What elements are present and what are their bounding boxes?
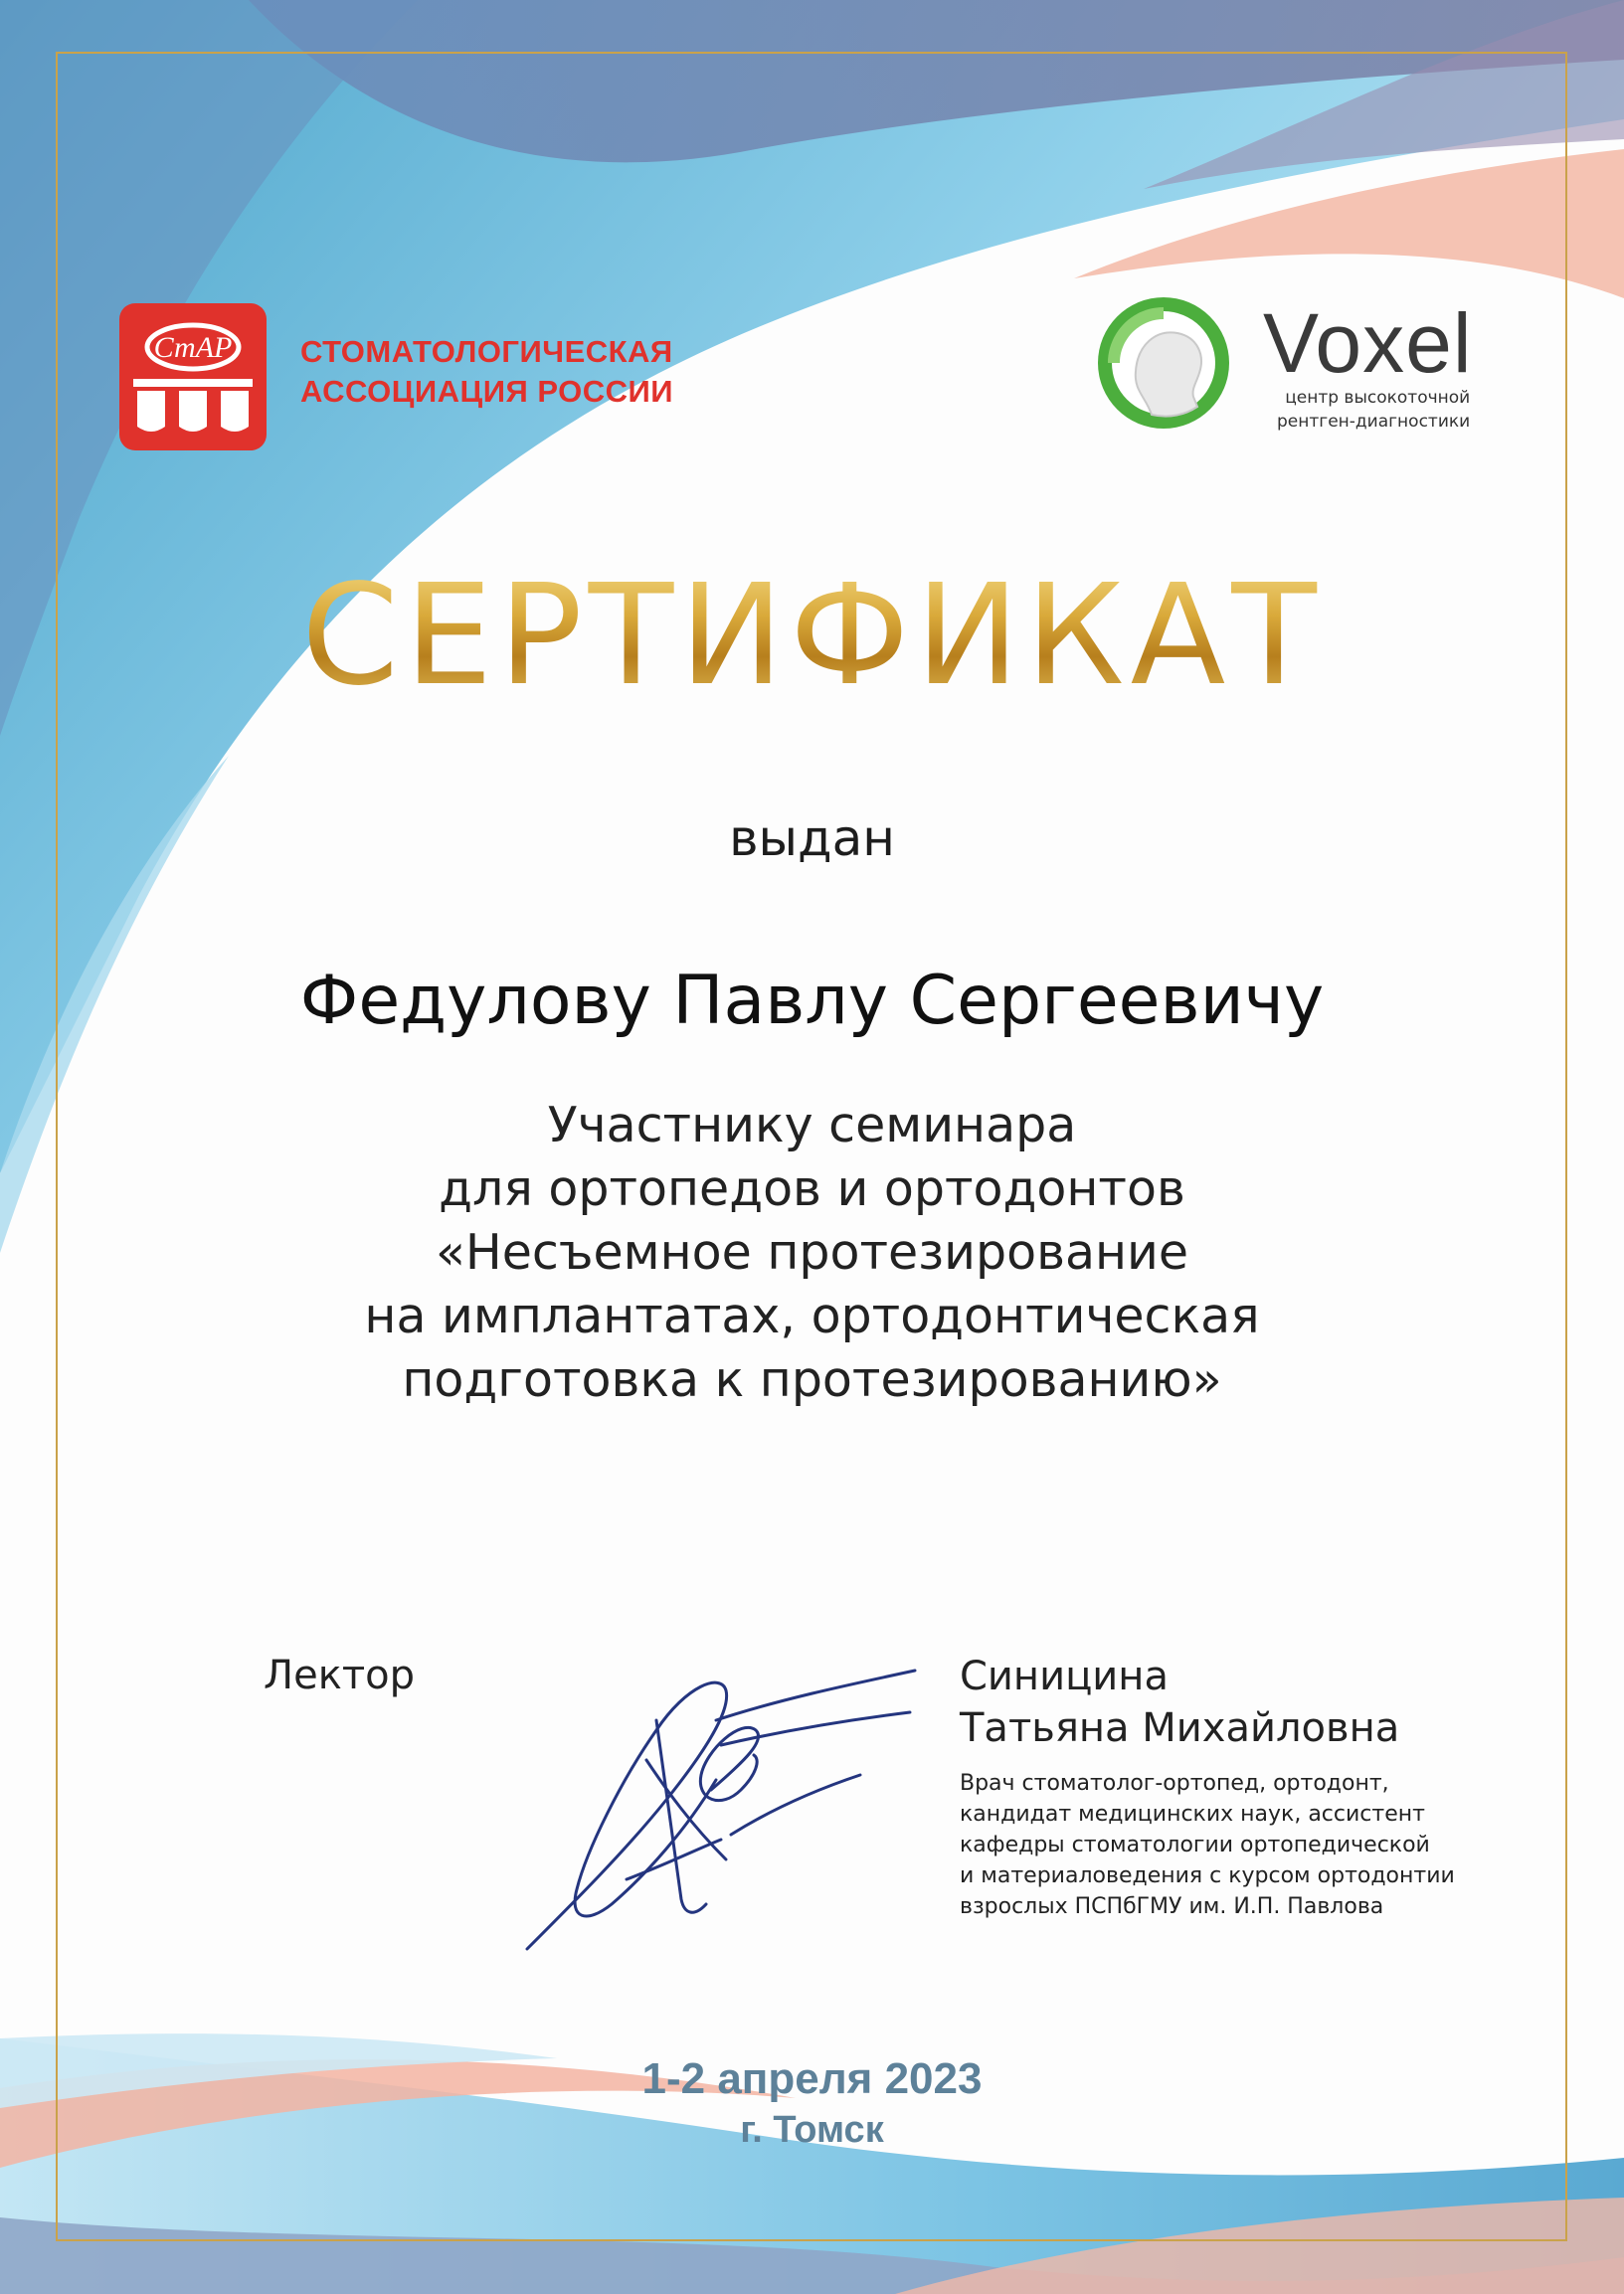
description-line: подготовка к протезированию»: [402, 1351, 1222, 1408]
voxel-tagline: [1277, 386, 1470, 434]
sar-name-line2: АССОЦИАЦИЯ РОССИИ: [300, 374, 674, 409]
sar-name: [300, 332, 718, 412]
description-line: для ортопедов и ортодонтов: [439, 1160, 1185, 1217]
event-city: г. Томск: [740, 2109, 884, 2151]
sar-name-line1: СТОМАТОЛОГИЧЕСКАЯ: [300, 334, 673, 369]
description-line: на имплантатах, ортодонтическая: [364, 1288, 1260, 1344]
signature: [517, 1651, 935, 1979]
seminar-description: [0, 1094, 1624, 1412]
sar-logo-icon: [119, 303, 267, 450]
credentials-line: Врач стоматолог-ортопед, ортодонт,: [960, 1771, 1389, 1796]
credentials-line: кандидат медицинских наук, ассистент: [960, 1802, 1425, 1827]
issued-label: выдан: [729, 809, 895, 867]
lecturer-name: [960, 1651, 1399, 1754]
credentials-line: взрослых ПСПбГМУ им. И.П. Павлова: [960, 1894, 1384, 1919]
lecturer-label: Лектор: [264, 1653, 416, 1698]
event-dates: 1-2 апреля 2023: [641, 2054, 983, 2103]
lecturer-given-names: Татьяна Михайловна: [960, 1705, 1400, 1751]
recipient-name: Федулову Павлу Сергеевичу: [299, 962, 1325, 1040]
description-line: «Несъемное протезирование: [435, 1224, 1189, 1281]
voxel-logo-icon: [1094, 293, 1233, 433]
lecturer-credentials: [960, 1768, 1455, 1922]
voxel-wordmark: Voxel: [1263, 296, 1473, 390]
certificate-title: СЕРТИФИКАТ: [0, 552, 1624, 721]
voxel-tagline-line1: центр высокоточной: [1285, 388, 1471, 408]
sar-monogram: СтАР: [153, 331, 233, 364]
lecturer-surname: Синицина: [960, 1654, 1169, 1699]
voxel-tagline-line2: рентген-диагностики: [1277, 412, 1471, 432]
description-line: Участнику семинара: [547, 1097, 1077, 1153]
credentials-line: и материаловедения с курсом ортодонтии: [960, 1863, 1455, 1888]
credentials-line: кафедры стоматологии ортопедической: [960, 1833, 1430, 1857]
